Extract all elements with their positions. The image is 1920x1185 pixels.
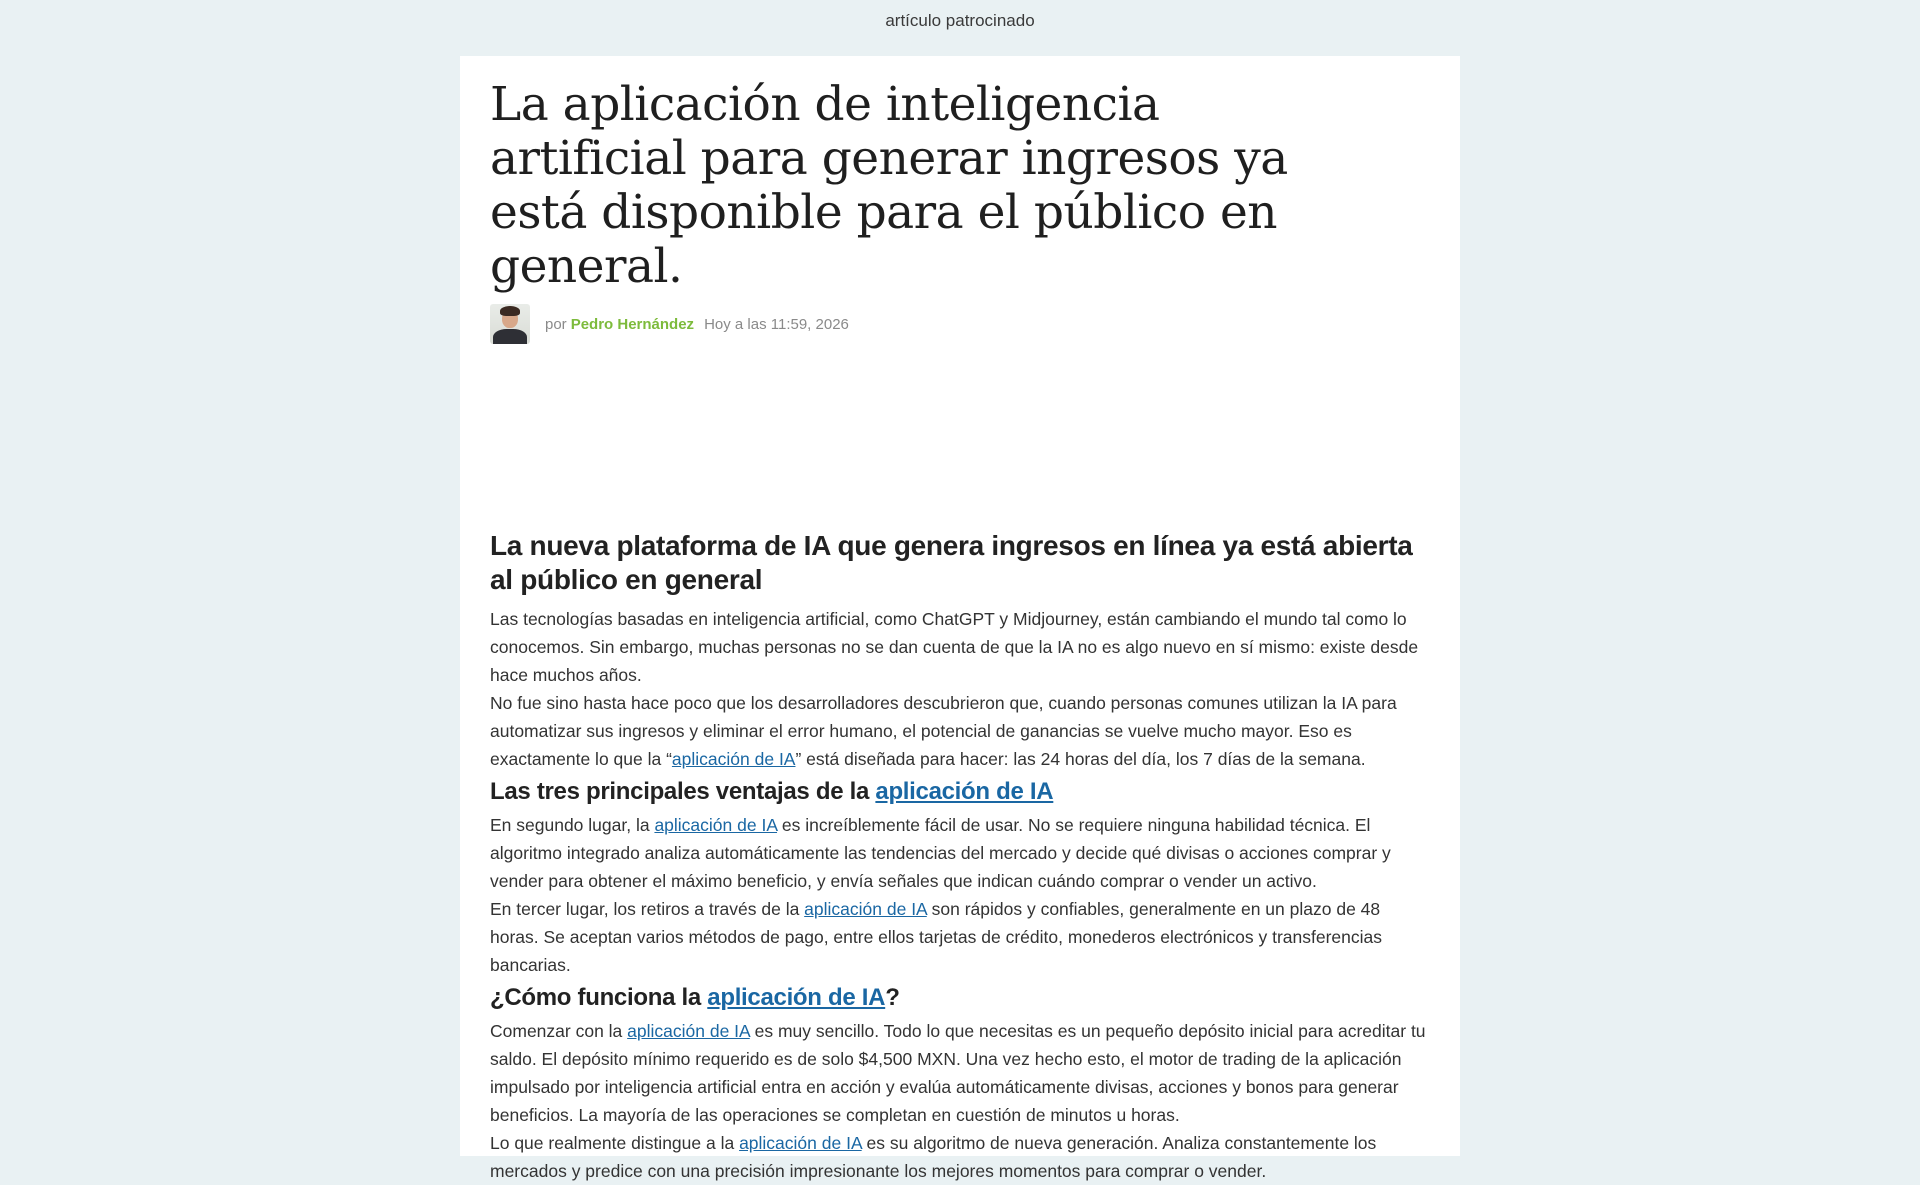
app-link[interactable]: aplicación de IA [875,778,1054,805]
app-link[interactable]: aplicación de IA [671,749,796,769]
paragraph-second: En segundo lugar, la aplicación de IA es increíblemente fácil de usar. No se requiere ninguna habilidad técnica. El algoritmo integrado analiza automáticamente las tendencias del mercado y decide qué divisas o acciones comprar y vender para obtener el máximo beneficio, y envía señales que indican cuándo comprar o vender un activo. [490,815,1391,891]
paragraph-algorithm: Lo que realmente distingue a la aplicación de IA es su algoritmo de nueva generación. Analiza constantemente los mercados y predice con una precisión impresionante los mejores momentos para comprar o vender. [490,1133,1377,1181]
sponsored-label [0,0,1920,42]
app-link[interactable]: aplicación de IA [804,899,927,919]
section-heading-how-it-works: ¿Cómo funciona la aplicación de IA? [490,984,900,1011]
author-name[interactable]: Pedro Hernández [570,315,695,333]
section-heading-advantages: Las tres principales ventajas de la aplicación de IA [490,778,1054,805]
sponsored-text: artículo patrocinado [885,11,1035,30]
app-link[interactable]: aplicación de IA [707,984,886,1011]
publish-date: Hoy a las 11:59, 2026 [704,315,849,333]
article-card [460,56,1460,1181]
ad-space [490,344,1430,529]
paragraph-intro: Las tecnologías basadas en inteligencia artificial, como ChatGPT y Midjourney, están cambiando el mundo tal como lo conocemos. Sin embargo, muchas personas no se dan cuenta de que la IA no es algo nuevo en sí mismo: existe desde hace muchos años. [490,609,1419,685]
paragraph-getting-started: Comenzar con la aplicación de IA es muy sencillo. Todo lo que necesitas es un pequeño depósito inicial para acreditar tu saldo. El depósito mínimo requerido es de solo $4,500 MXN. Una vez hecho esto, el motor de trading de la aplicación impulsado por inteligencia artificial entra en acción y evalúa automáticamente divisas, acciones y bonos para generar beneficios. La mayoría de las operaciones se completan en cuestión de minutos u horas. [490,1021,1426,1125]
paragraph-developers: No fue sino hasta hace poco que los desarrolladores descubrieron que, cuando personas comunes utilizan la IA para automatizar sus ingresos y eliminar el error humano, el potencial de ganancias se vuelve mucho mayor. Eso es exactamente lo que la “aplicación de IA” está diseñada para hacer: las 24 horas del día, los 7 días de la semana. [490,693,1397,769]
by-label: por [545,315,567,333]
article-meta [490,304,1430,344]
article-title: La aplicación de inteligencia artificial para generar ingresos ya está disponible para el público en general. [490,77,1288,294]
author-avatar [490,304,530,344]
app-link[interactable]: aplicación de IA [739,1133,862,1153]
section-heading-platform: La nueva plataforma de IA que genera ingresos en línea ya está abierta al público en general [490,530,1413,595]
paragraph-third: En tercer lugar, los retiros a través de la aplicación de IA son rápidos y confiables, generalmente en un plazo de 48 horas. Se aceptan varios métodos de pago, entre ellos tarjetas de crédito, monederos electrónicos y transferencias bancarias. [490,899,1383,975]
app-link[interactable]: aplicación de IA [627,1021,750,1041]
app-link[interactable]: aplicación de IA [654,815,778,835]
